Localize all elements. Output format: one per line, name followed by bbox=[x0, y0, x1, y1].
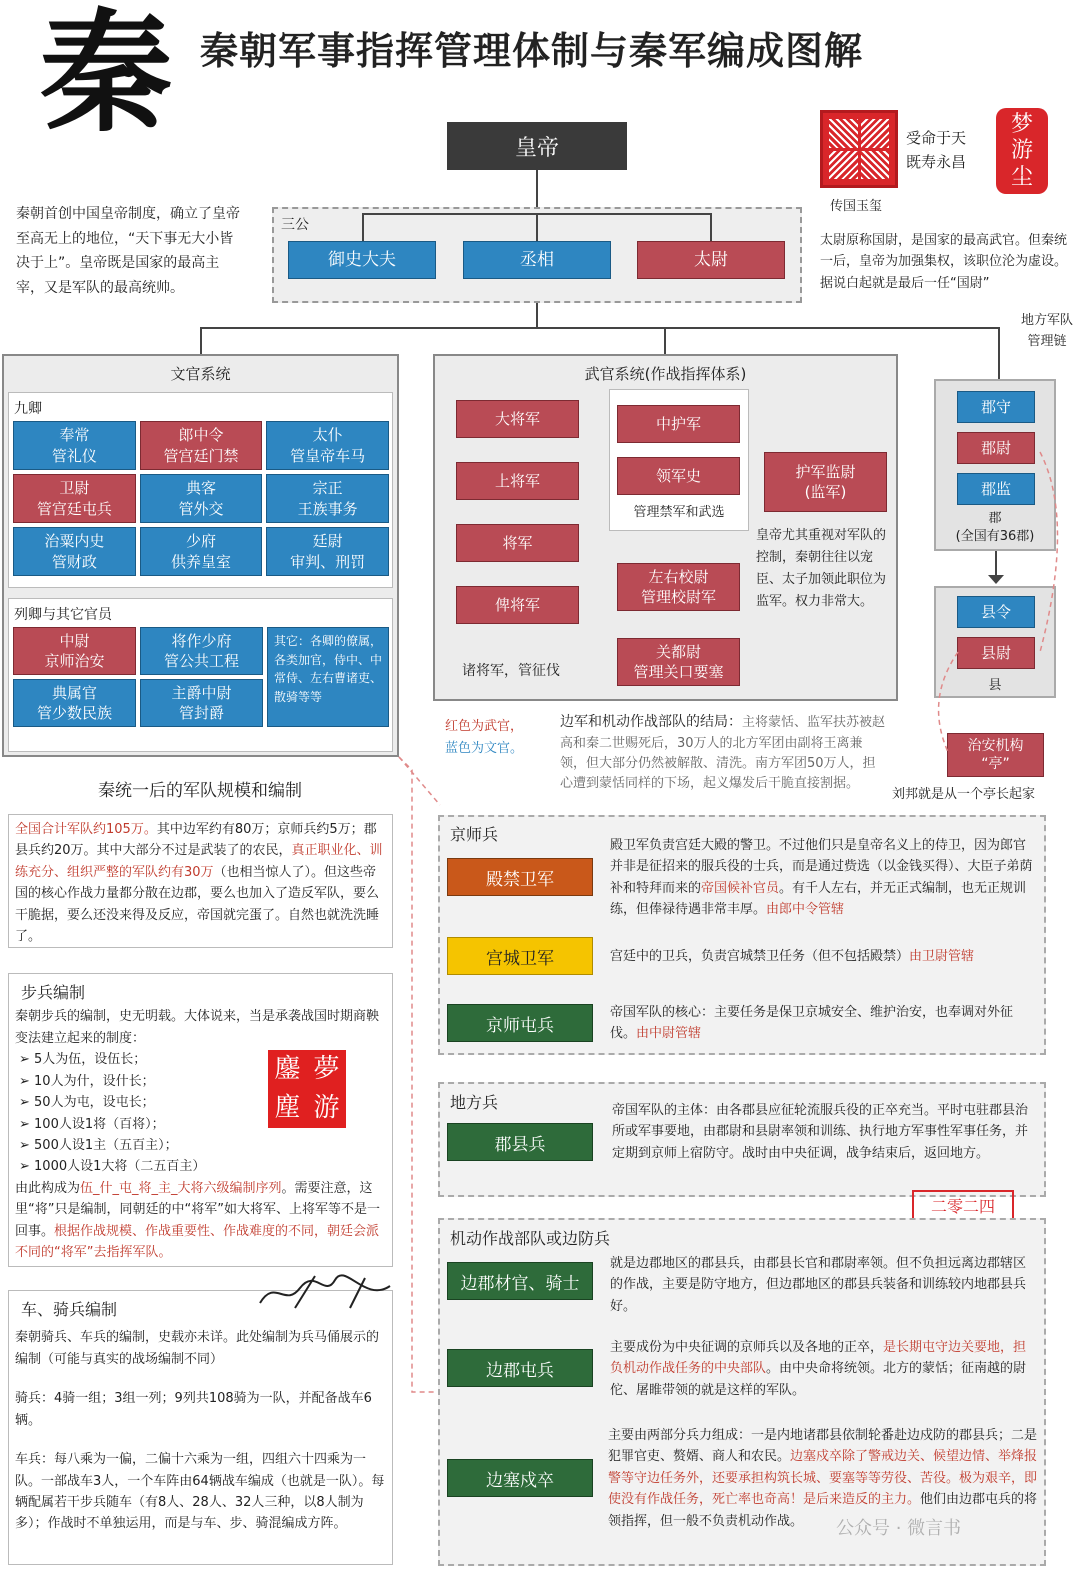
jingshi-unit-0: 殿禁卫军 bbox=[447, 858, 593, 896]
military-title: 武官系统(作战指挥体系) bbox=[584, 365, 747, 383]
jingshi-h2-0: 由郎中令管辖 bbox=[766, 902, 845, 918]
scale-c: 真正职业化、训练充分、组织严整的军队约有30万 bbox=[15, 843, 383, 880]
scale-a: 全国合计军队约105万。 bbox=[15, 822, 157, 837]
tun-d2: 。由中央命将统领。北方的蒙恬；征南越的尉佗、屠睢带领的就是这样的军队。 bbox=[610, 1361, 1027, 1398]
taiwei-desc: 太尉原称国尉，是国家的最高武官。但秦统一后，皇帝为加强集权，该职位沦为虚设。据说白起就是最后一任“国尉” bbox=[820, 233, 1068, 291]
jingshi-h2-2: 由中尉管辖 bbox=[636, 1026, 702, 1042]
general-3: 俾将军 bbox=[456, 586, 579, 624]
scale-d: （也相当惊人了）。但这些帝国的核心作战力量都分散在边郡，要么也加入了造反军队，要么干脆据，要么还没来得及反应，帝国就完蛋了。自然也就洗洗睡了。 bbox=[15, 864, 380, 945]
tun-d1: 主要成份为中央征调的京师兵以及各地的正卒， bbox=[610, 1340, 884, 1355]
jiuqing-item-4: 典客 管外交 bbox=[140, 474, 263, 523]
lieqing-item-0: 中尉 京师治安 bbox=[13, 627, 136, 675]
border-unit-tun: 边郡屯兵 bbox=[447, 1349, 593, 1387]
lingjunshi: 领军史 bbox=[617, 457, 740, 495]
local-chain-label: 地方军队 管理链 bbox=[1020, 313, 1073, 350]
border-label: 机动作战部队或边防兵 bbox=[450, 1229, 611, 1248]
seal-line2: 既寿永昌 bbox=[906, 153, 967, 171]
infantry-item-1: ➢ 10人为什，设什长； bbox=[19, 1071, 386, 1092]
sangong-label: 三公 bbox=[281, 217, 309, 233]
jiuqing-item-0: 奉常 管礼仪 bbox=[13, 421, 136, 470]
difang-unit: 郡县兵 bbox=[447, 1123, 593, 1161]
jun-item-1: 郡尉 bbox=[957, 432, 1035, 464]
infantry-item-4: ➢ 500人设1主（五百主）； bbox=[19, 1135, 386, 1156]
general-0: 大将军 bbox=[456, 400, 579, 438]
legend-blue: 蓝色为文官。 bbox=[445, 741, 524, 756]
border-unit-shu: 边塞戍卒 bbox=[447, 1459, 593, 1497]
infantry-s2: 伍_什_屯_将_主_大将六级编制序列 bbox=[80, 1180, 282, 1196]
chariot-title: 车、骑兵编制 bbox=[21, 1300, 118, 1319]
sangong-yushi: 御史大夫 bbox=[288, 241, 436, 279]
difang-label: 地方兵 bbox=[450, 1093, 499, 1112]
ting-box: 治安机构 “亭” bbox=[947, 733, 1044, 777]
sangong-chengxiang: 丞相 bbox=[463, 241, 611, 279]
tun-h: 是长期屯守边关要地，担负机动作战任务的中央部队 bbox=[610, 1340, 1027, 1377]
lieqing-label: 列卿与其它官员 bbox=[14, 607, 112, 623]
jingshi-d1-0: 殿卫军负责宫廷大殿的警卫。不过他们只是皇帝名义上的侍卫，因为郎官并非是征招来的服兵役的士兵，而是通过赀选（以金钱买得）、大臣子弟荫补和特拜而来的 bbox=[610, 838, 1033, 896]
jun-item-0: 郡守 bbox=[957, 391, 1035, 423]
generals-note: 诸将军，管征伐 bbox=[462, 663, 560, 679]
meng-seal: 梦 游 尘 bbox=[996, 108, 1048, 194]
general-1: 上将军 bbox=[456, 462, 579, 500]
jun-note: 郡 (全国有36郡) bbox=[955, 511, 1035, 544]
page-title: 秦朝军事指挥管理体制与秦军编成图解 bbox=[200, 29, 864, 73]
jun-item-2: 郡监 bbox=[957, 473, 1035, 505]
scale-b: 其中边军约有80万；京师兵约5万；郡县兵约20万。其中大部分不过是武装了的农民， bbox=[15, 822, 377, 859]
emperor-box: 皇帝 bbox=[447, 122, 627, 170]
scale-title: 秦统一后的军队规模和编制 bbox=[98, 781, 302, 801]
jiuqing-item-5: 宗正 王族事务 bbox=[266, 474, 389, 523]
cavalry-text: 骑兵：4骑一组；3组一列；9列共108骑为一队，并配备战车6辆。 bbox=[15, 1391, 372, 1428]
chariot-intro: 秦朝骑兵、车兵的编制，史载亦未详。此处编制为兵马俑展示的编制（可能与真实的战场编制不同） bbox=[15, 1330, 380, 1367]
jingshi-unit-1: 宫城卫军 bbox=[447, 937, 593, 975]
seal-line1: 受命于天 bbox=[906, 129, 967, 147]
guandu: 关都尉 管理关口要塞 bbox=[617, 638, 740, 686]
shu-d2: 他们由边郡屯兵的将领指挥，但一般不负责机动作战。 bbox=[608, 1492, 1038, 1529]
lieqing-item-2: 典属官 管少数民族 bbox=[13, 679, 136, 727]
watermark: 公众号 · 微言书 bbox=[836, 1518, 962, 1539]
jingshi-h1-0: 帝国候补官员 bbox=[701, 880, 780, 896]
jiuqing-item-6: 治粟内史 管财政 bbox=[13, 527, 136, 576]
xian-item-0: 县令 bbox=[957, 596, 1035, 628]
infantry-intro: 秦朝步兵的编制，史无明载。大体说来，当是承袭战国时期商鞅变法建立起来的制度： bbox=[15, 1009, 380, 1046]
jingshi-unit-2: 京师屯兵 bbox=[447, 1004, 593, 1042]
chariots-text: 车兵：每八乘为一偏，二偏十六乘为一组，四组六十四乘为一队。一部战车3人，一个车阵由64辆战车编成（也就是一队）。每辆配属若干步兵随车（有8人、28人、32人三种，以8人制为多）；作战时不单独运用，而是与车、步、骑混编成方阵。 bbox=[15, 1452, 385, 1532]
stamp-2024: 二零二四 bbox=[912, 1190, 1014, 1220]
infantry-s4: 根据作战规模、作战重要性、作战难度的不同，朝廷会派不同的“将军”去指挥军队。 bbox=[15, 1223, 380, 1261]
sangong-taiwei: 太尉 bbox=[637, 241, 785, 279]
xian-note: 县 bbox=[988, 678, 1002, 693]
infantry-s1: 由此构成为 bbox=[15, 1180, 81, 1196]
border-desc-cai: 就是边郡地区的郡县兵，由郡县长官和郡尉率领。但不负担远离边郡辖区的作战，主要是防守地方，但边郡地区的郡县兵装备和训练较内地郡县兵好。 bbox=[610, 1256, 1027, 1314]
infantry-title: 步兵编制 bbox=[21, 983, 86, 1002]
infantry-item-0: ➢ 5人为伍，设伍长； bbox=[19, 1049, 386, 1070]
jingshi-label: 京师兵 bbox=[450, 825, 499, 844]
jiuqing-item-3: 卫尉 管宫廷屯兵 bbox=[13, 474, 136, 523]
logo: 秦 bbox=[40, 0, 172, 151]
jingshi-d2-0: 。有千人左右，并无正式编制，也无正规训练，但俸禄待遇非常丰厚。 bbox=[610, 880, 1027, 918]
meng-detail: 主将蒙恬、监军扶苏被赵高和秦二世赐死后，30万人的北方军团由副将王离兼领，但大部分仍然被解散、清洗。南方军团50万人，担心遭到蒙恬同样的下场，起义爆发后干脆直接割据。 bbox=[560, 715, 886, 791]
jiuqing-label: 九卿 bbox=[14, 401, 42, 417]
jingshi-d1-1: 宫廷中的卫兵，负责宫城禁卫任务（但不包括殿禁） bbox=[610, 949, 910, 964]
jianjun-desc: 皇帝尤其重视对军队的控制，秦朝往往以宠臣、太子加领此职位为监军。权力非常大。 bbox=[756, 528, 887, 610]
jiuqing-item-1: 郎中令 管宫廷门禁 bbox=[140, 421, 263, 470]
lieqing-item-3: 主爵中尉 管封爵 bbox=[140, 679, 263, 727]
jiuqing-item-8: 廷尉 审判、刑罚 bbox=[266, 527, 389, 576]
infantry-item-2: ➢ 50人为屯，设屯长； bbox=[19, 1092, 386, 1113]
legend-red: 红色为武官， bbox=[445, 719, 524, 734]
infantry-item-5: ➢ 1000人设1大将（二五百主） bbox=[19, 1156, 386, 1177]
jiuqing-item-2: 太仆 管皇帝车马 bbox=[266, 421, 389, 470]
border-unit-cai: 边郡材官、骑士 bbox=[447, 1262, 593, 1300]
general-2: 将军 bbox=[456, 524, 579, 562]
jingshi-h2-1: 由卫尉管辖 bbox=[909, 949, 975, 964]
ting-note: 刘邦就是从一个亭长起家 bbox=[892, 787, 1036, 802]
jianjun: 护军监尉 (监军) bbox=[764, 452, 887, 512]
infantry-s3: 。需要注意，这里“将”只是编制，同朝廷的中“将军”如大将军、上将军等不是一回事。 bbox=[15, 1180, 380, 1239]
lieqing-item-1: 将作少府 管公共工程 bbox=[140, 627, 263, 675]
shu-d1: 主要由两部分兵力组成：一是内地诸郡县依制轮番赴边戍防的郡县兵；二是犯罪官吏、赘婿、商人和农民。 bbox=[608, 1428, 1038, 1465]
meng-seal-2: 鏖 夢 塵 游 bbox=[268, 1050, 346, 1128]
xiaowei: 左右校尉 管理校尉军 bbox=[617, 563, 740, 611]
shu-h: 边塞戍卒除了警戒边关、候望边情、举烽报警等守边任务外，还要承担构筑长城、要塞等等劳役、苦役。极为艰辛，即使没有作战任务，死亡率也奇高！是后来造反的主力。 bbox=[608, 1449, 1038, 1508]
meng-heading: 边军和机动作战部队的结局： bbox=[560, 714, 742, 730]
emperor-desc: 秦朝首创中国皇帝制度，确立了皇帝至高无上的地位，“天下事无大小皆决于上”。皇帝既是国家的最高主宰，又是军队的最高统帅。 bbox=[16, 206, 240, 296]
xian-item-1: 县尉 bbox=[957, 637, 1035, 669]
infantry-item-3: ➢ 100人设1将（百将）； bbox=[19, 1114, 386, 1135]
jingshi-d1-2: 帝国军队的核心：主要任务是保卫京城安全、维护治安，也奉调对外征伐。 bbox=[610, 1005, 1014, 1042]
jiuqing-item-7: 少府 供养皇室 bbox=[140, 527, 263, 576]
difang-desc: 帝国军队的主体：由各郡县应征轮流服兵役的正卒充当。平时屯驻郡县治所或军事要地，由郡尉和县尉率领和训练、执行地方军事性军事任务，并定期到京师上宿防守。战时由中央征调，战争结束后，返回地方。 bbox=[612, 1103, 1029, 1161]
other-officials: 其它：各卿的僚属，各类加官，侍中、中常侍、左右曹诸吏、散骑等等 bbox=[267, 627, 389, 727]
zhonghujun: 中护军 bbox=[617, 405, 740, 443]
seal-caption: 传国玉玺 bbox=[830, 199, 883, 214]
guard-note: 管理禁军和武选 bbox=[633, 505, 725, 520]
civil-title: 文官系统 bbox=[170, 365, 231, 383]
